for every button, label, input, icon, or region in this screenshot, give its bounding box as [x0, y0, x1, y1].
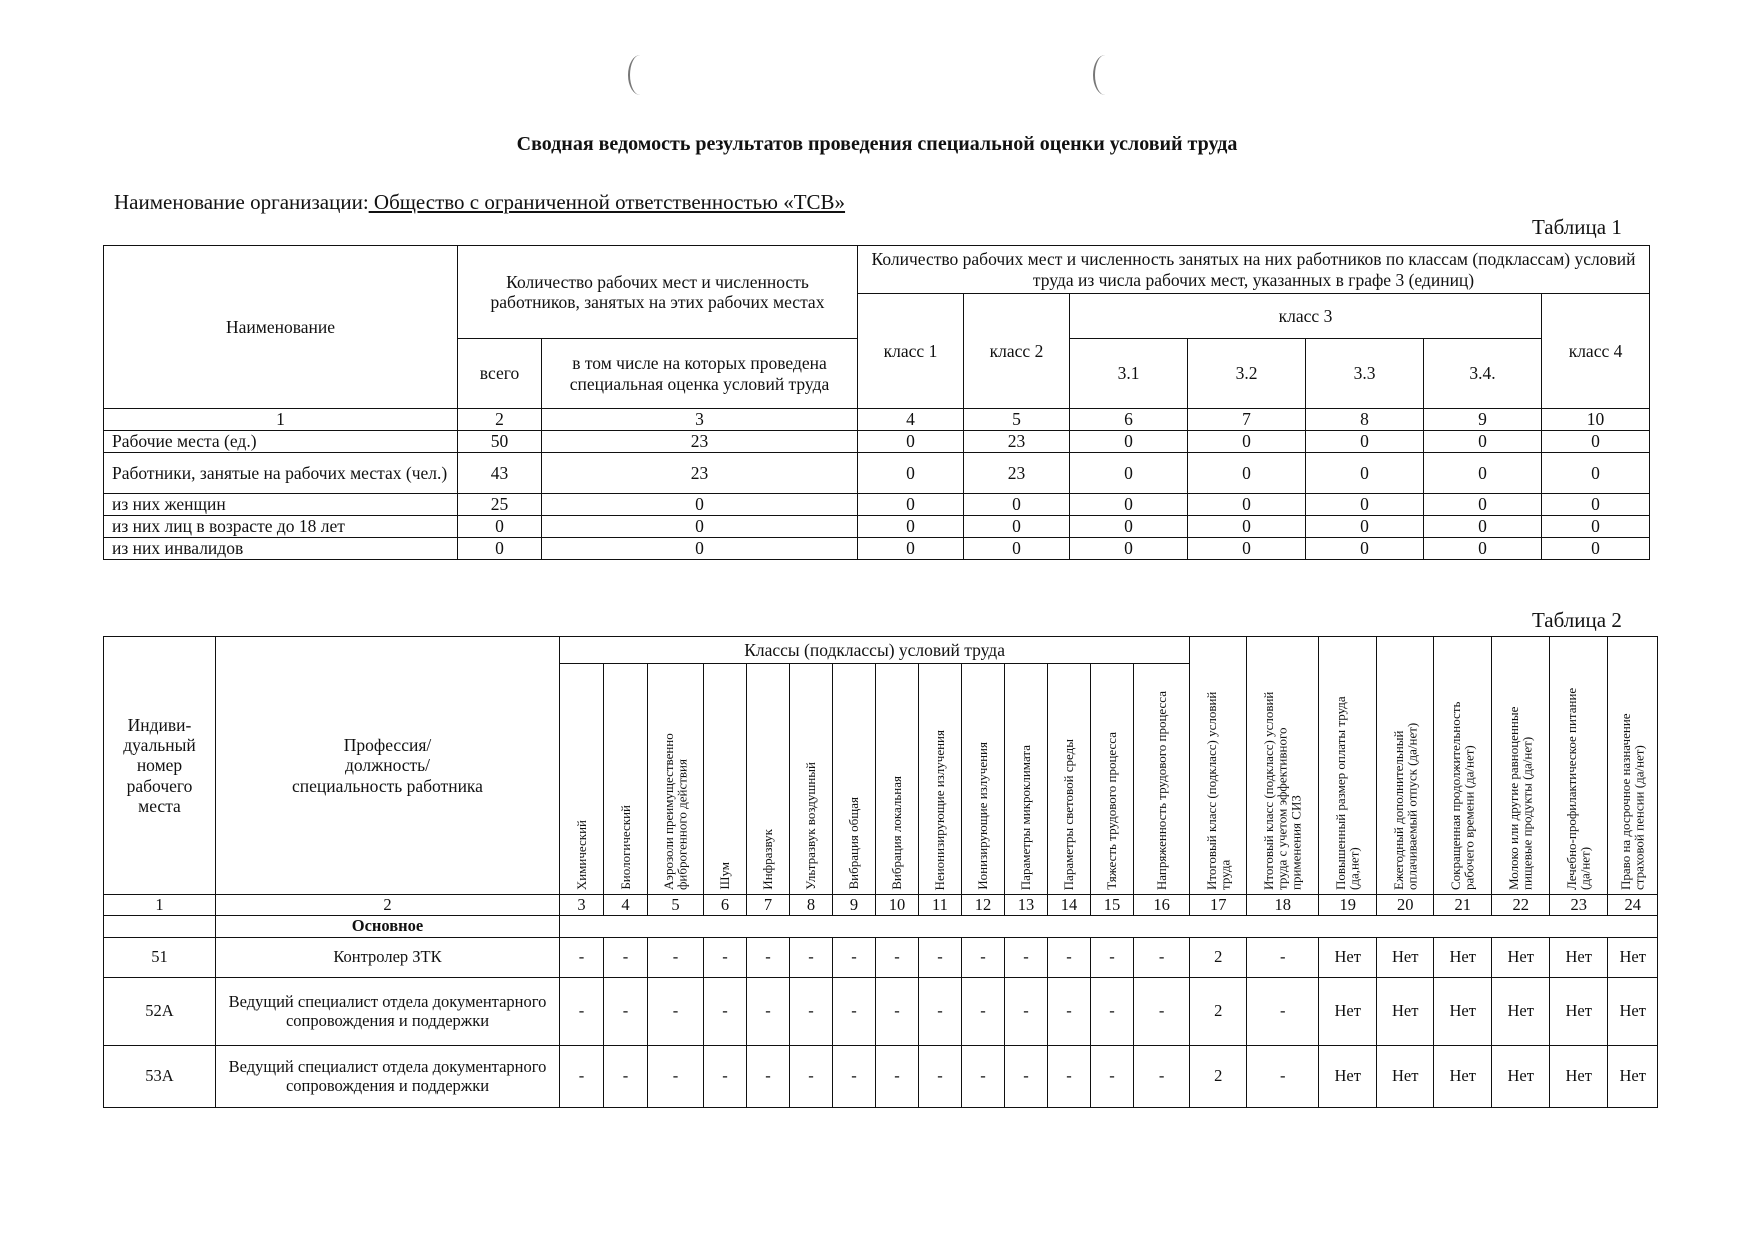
t2-colnum-21: 21: [1434, 895, 1492, 916]
t2-factor-header: [1091, 664, 1134, 895]
t1-cell: 50: [458, 431, 542, 453]
t2-cell: -: [790, 978, 833, 1046]
t1-cell: 0: [1188, 494, 1306, 516]
t1-cell: 0: [1070, 516, 1188, 538]
summary-table: [103, 245, 1650, 560]
t2-cell: -: [919, 1046, 962, 1108]
table-row: [104, 1046, 1658, 1108]
t2-cell: Нет: [1377, 938, 1434, 978]
t1-cell: 0: [964, 516, 1070, 538]
t2-factor-label: Ионизирующие излучения: [975, 742, 991, 890]
t1-header-total: всего: [458, 339, 542, 409]
t1-cell: 0: [1306, 453, 1424, 494]
organization-line: [114, 190, 845, 215]
t2-colnum-4: 4: [604, 895, 648, 916]
t2-colnum-17: 17: [1190, 895, 1247, 916]
t2-cell: -: [1134, 938, 1190, 978]
t1-cell: 0: [858, 538, 964, 560]
t2-colnum-3: 3: [560, 895, 604, 916]
t2-factor-label: Неионизирующие излучения: [932, 729, 948, 890]
t2-colnum-7: 7: [747, 895, 790, 916]
t2-cell: -: [1134, 978, 1190, 1046]
t2-body: [104, 938, 1658, 1108]
t1-row: [104, 538, 1650, 560]
scan-mark-right: [1093, 55, 1117, 95]
t1-cell: 0: [458, 538, 542, 560]
t1-cell: 0: [1070, 494, 1188, 516]
t2-cell: 2: [1190, 978, 1247, 1046]
t1-cell: 23: [964, 453, 1070, 494]
table-row: [104, 938, 1658, 978]
t1-cell: 0: [858, 494, 964, 516]
t2-cell: Нет: [1550, 1046, 1608, 1108]
t2-colnum-19: 19: [1319, 895, 1377, 916]
t2-cell: -: [962, 1046, 1005, 1108]
t1-cell: 0: [964, 538, 1070, 560]
t2-colnum-15: 15: [1091, 895, 1134, 916]
t1-cell: 0: [1070, 431, 1188, 453]
t2-cell: -: [790, 1046, 833, 1108]
t1-cell: 25: [458, 494, 542, 516]
t2-cell: Нет: [1377, 1046, 1434, 1108]
t2-cell: Нет: [1608, 938, 1658, 978]
t1-colnum-3: 3: [542, 409, 858, 431]
t1-cell: 0: [1542, 494, 1650, 516]
t1-row: [104, 453, 1650, 494]
t2-cell: -: [1005, 938, 1048, 978]
t2-colnum-6: 6: [704, 895, 747, 916]
t2-colnum-1: 1: [104, 895, 216, 916]
t2-colnum-14: 14: [1048, 895, 1091, 916]
t2-colnum-5: 5: [648, 895, 704, 916]
t2-colnum-2: 2: [216, 895, 560, 916]
t2-cell: -: [919, 938, 962, 978]
t2-factor-label: Химический: [573, 819, 589, 890]
t2-cell: Нет: [1608, 978, 1658, 1046]
t1-cell: 0: [542, 516, 858, 538]
t2-cell: -: [1091, 938, 1134, 978]
t2-cell: -: [1091, 978, 1134, 1046]
t2-cell: Нет: [1434, 938, 1492, 978]
t2-profession: Контролер ЗТК: [216, 938, 560, 978]
t2-factor-header: [560, 664, 604, 895]
t2-header-id-text: Индиви- дуальный номер рабочего места: [123, 715, 196, 816]
t2-cell: -: [1005, 978, 1048, 1046]
t1-cell: 0: [1542, 431, 1650, 453]
t2-cell: Нет: [1319, 938, 1377, 978]
t2-cell: -: [747, 978, 790, 1046]
t2-header-col-17: Итоговый класс (подкласс) условий труда: [1190, 637, 1247, 895]
t1-colnum-2: 2: [458, 409, 542, 431]
t2-section-label: Основное: [216, 916, 560, 938]
t1-header-name: Наименование: [104, 246, 458, 409]
t2-cell: -: [876, 978, 919, 1046]
t2-cell: -: [1048, 978, 1091, 1046]
t2-cell: -: [648, 978, 704, 1046]
t2-cell: -: [962, 938, 1005, 978]
t2-colnum-11: 11: [919, 895, 962, 916]
t1-cell: 0: [1070, 538, 1188, 560]
t2-factor-header: [1048, 664, 1091, 895]
t1-cell: 0: [1542, 453, 1650, 494]
t1-cell: 0: [542, 494, 858, 516]
t2-cell: Нет: [1434, 978, 1492, 1046]
t2-factor-label: Ультразвук воздушный: [803, 762, 819, 890]
t1-cell: 0: [1424, 453, 1542, 494]
t1-header-3-4: 3.4.: [1424, 339, 1542, 409]
t1-cell: 0: [458, 516, 542, 538]
t1-cell: 0: [1542, 538, 1650, 560]
t2-column-numbers: [104, 895, 1658, 916]
t2-factor-header: [604, 664, 648, 895]
t2-factor-label: Шум: [717, 862, 733, 890]
t1-cell: 23: [542, 453, 858, 494]
t2-cell: -: [1005, 1046, 1048, 1108]
t1-cell: 0: [1424, 431, 1542, 453]
t2-cell: -: [747, 938, 790, 978]
t1-cell: 0: [1424, 516, 1542, 538]
t1-cell: 0: [858, 516, 964, 538]
t2-header-profession: [216, 637, 560, 895]
t1-colnum-9: 9: [1424, 409, 1542, 431]
t2-cell: -: [790, 938, 833, 978]
t2-section-spacer: [104, 916, 216, 938]
t1-row: [104, 516, 1650, 538]
t2-cell: -: [560, 938, 604, 978]
t2-header-id: [104, 637, 216, 895]
t2-cell: -: [1247, 938, 1319, 978]
t1-header-assessed: в том числе на которых проведена специальная оценка условий труда: [542, 339, 858, 409]
t2-cell: -: [919, 978, 962, 1046]
t2-cell: -: [1247, 1046, 1319, 1108]
t2-workplace-id: 51: [104, 938, 216, 978]
t1-colnum-5: 5: [964, 409, 1070, 431]
t2-cell: -: [560, 978, 604, 1046]
t2-header-col-23: Лечебно-профилактическое питание (да/нет): [1550, 637, 1608, 895]
t1-cell: 0: [1542, 516, 1650, 538]
t2-header-col-21: Сокращенная продолжительность рабочего времени (да/нет): [1434, 637, 1492, 895]
t2-colnum-8: 8: [790, 895, 833, 916]
t1-colnum-7: 7: [1188, 409, 1306, 431]
table-row: [104, 978, 1658, 1046]
t2-cell: -: [1134, 1046, 1190, 1108]
t1-row-name: из них женщин: [104, 494, 458, 516]
t2-colnum-22: 22: [1492, 895, 1550, 916]
t2-factor-header: [962, 664, 1005, 895]
t2-cell: Нет: [1550, 938, 1608, 978]
t2-header-col-24: Право на досрочное назначение страховой пенсии (да/нет): [1608, 637, 1658, 895]
t2-cell: Нет: [1319, 1046, 1377, 1108]
t2-header-col-18: Итоговый класс (подкласс) условий труда с учетом эффективного применения СИЗ: [1247, 637, 1319, 895]
t2-cell: Нет: [1492, 1046, 1550, 1108]
document-title: Сводная ведомость результатов проведения специальной оценки условий труда: [516, 133, 1238, 155]
t2-factor-header: [790, 664, 833, 895]
t1-cell: 0: [1070, 453, 1188, 494]
t2-cell: 2: [1190, 938, 1247, 978]
t2-cell: -: [704, 978, 747, 1046]
t2-header-col-22: Молоко или другие равноценные пищевые продукты (да/нет): [1492, 637, 1550, 895]
t2-workplace-id: 53А: [104, 1046, 216, 1108]
t2-cell: Нет: [1550, 978, 1608, 1046]
t1-colnum-10: 10: [1542, 409, 1650, 431]
t1-column-numbers: [104, 409, 1650, 431]
t2-cell: Нет: [1377, 978, 1434, 1046]
t2-cell: -: [604, 938, 648, 978]
t2-colnum-23: 23: [1550, 895, 1608, 916]
t2-colnum-24: 24: [1608, 895, 1658, 916]
t2-cell: -: [604, 978, 648, 1046]
t2-cell: -: [1091, 1046, 1134, 1108]
t2-factor-label: Аэрозоли преимущественно фиброгенного действия: [660, 733, 690, 890]
t2-colnum-10: 10: [876, 895, 919, 916]
t2-factor-label: Параметры микроклимата: [1018, 744, 1034, 890]
organization-value: Общество с ограниченной ответственностью «ТСВ»: [368, 190, 846, 214]
t1-row-name: из них лиц в возрасте до 18 лет: [104, 516, 458, 538]
t2-cell: -: [833, 978, 876, 1046]
t1-cell: 0: [964, 494, 1070, 516]
t2-cell: -: [747, 1046, 790, 1108]
t1-header-class1: класс 1: [858, 294, 964, 409]
t1-cell: 0: [1424, 494, 1542, 516]
t1-cell: 0: [858, 453, 964, 494]
t2-cell: -: [833, 938, 876, 978]
t2-profession: Ведущий специалист отдела документарного сопровождения и поддержки: [216, 978, 560, 1046]
t1-cell: 0: [1188, 431, 1306, 453]
t1-cell: 23: [542, 431, 858, 453]
t2-cell: -: [648, 938, 704, 978]
t1-cell: 0: [1188, 453, 1306, 494]
t2-cell: -: [604, 1046, 648, 1108]
t2-factor-label: Напряженность трудового процесса: [1153, 690, 1169, 890]
table2-caption: Таблица 2: [1532, 608, 1622, 632]
t2-colnum-12: 12: [962, 895, 1005, 916]
t1-colnum-4: 4: [858, 409, 964, 431]
t2-cell: Нет: [1492, 978, 1550, 1046]
t2-cell: -: [560, 1046, 604, 1108]
t2-factor-header: [919, 664, 962, 895]
t2-header-profession-text: Профессия/ должность/ специальность работника: [292, 735, 483, 796]
t2-cell: -: [704, 1046, 747, 1108]
t2-factor-label: Параметры световой среды: [1061, 738, 1077, 890]
t1-header-class-group: Количество рабочих мест и численность занятых на них работников по классам (подклассам) условий труда из числа рабочих мест, указанных в графе 3 (единиц): [858, 246, 1650, 294]
t1-row: [104, 431, 1650, 453]
t1-row-name: Рабочие места (ед.): [104, 431, 458, 453]
t2-colnum-16: 16: [1134, 895, 1190, 916]
t2-header-col-20: Ежегодный дополнительный оплачиваемый отпуск (да/нет): [1377, 637, 1434, 895]
t1-header-class3: класс 3: [1070, 294, 1542, 339]
t1-cell: 0: [1424, 538, 1542, 560]
t1-cell: 0: [1306, 431, 1424, 453]
t1-cell: 23: [964, 431, 1070, 453]
t2-header-classes-group: Классы (подклассы) условий труда: [560, 637, 1190, 664]
t2-factor-header: [1005, 664, 1048, 895]
t1-cell: 43: [458, 453, 542, 494]
t2-factor-label: Тяжесть трудового процесса: [1104, 732, 1120, 890]
t1-header-3-1: 3.1: [1070, 339, 1188, 409]
t1-cell: 0: [858, 431, 964, 453]
t1-cell: 0: [1188, 516, 1306, 538]
t2-factor-header: [704, 664, 747, 895]
t2-cell: -: [704, 938, 747, 978]
organization-label: Наименование организации:: [114, 190, 369, 214]
t1-row-name: из них инвалидов: [104, 538, 458, 560]
t1-colnum-1: 1: [104, 409, 458, 431]
t2-colnum-9: 9: [833, 895, 876, 916]
t2-factor-header: [648, 664, 704, 895]
t1-header-class4: класс 4: [1542, 294, 1650, 409]
t1-header-class2: класс 2: [964, 294, 1070, 409]
t2-factor-label: Биологический: [617, 805, 633, 890]
t1-cell: 0: [1306, 494, 1424, 516]
t2-colnum-20: 20: [1377, 895, 1434, 916]
t2-colnum-18: 18: [1247, 895, 1319, 916]
t2-cell: -: [876, 1046, 919, 1108]
t2-workplace-id: 52А: [104, 978, 216, 1046]
t1-colnum-8: 8: [1306, 409, 1424, 431]
t2-cell: -: [1247, 978, 1319, 1046]
t2-cell: -: [1048, 1046, 1091, 1108]
t2-cell: -: [833, 1046, 876, 1108]
t1-body: [104, 431, 1650, 560]
t2-cell: -: [962, 978, 1005, 1046]
t2-cell: -: [876, 938, 919, 978]
t1-cell: 0: [542, 538, 858, 560]
t2-factor-label: Вибрация локальная: [889, 776, 905, 890]
t2-cell: Нет: [1492, 938, 1550, 978]
t2-cell: -: [1048, 938, 1091, 978]
t1-row: [104, 494, 1650, 516]
t2-factor-header: [876, 664, 919, 895]
t2-colnum-13: 13: [1005, 895, 1048, 916]
t2-cell: -: [648, 1046, 704, 1108]
t2-factor-header: [747, 664, 790, 895]
t2-cell: Нет: [1434, 1046, 1492, 1108]
t2-section-row: [104, 916, 1658, 938]
t2-factor-label: Инфразвук: [760, 829, 776, 890]
scan-mark-left: [628, 55, 652, 95]
table1-caption: Таблица 1: [1532, 215, 1622, 239]
t2-factor-header: [833, 664, 876, 895]
t2-factor-label: Вибрация общая: [846, 797, 862, 890]
t1-row-name: Работники, занятые на рабочих местах (чел.): [104, 453, 458, 494]
t2-factor-header: [1134, 664, 1190, 895]
t2-profession: Ведущий специалист отдела документарного сопровождения и поддержки: [216, 1046, 560, 1108]
t2-header-col-19: Повышенный размер оплаты труда (да,нет): [1319, 637, 1377, 895]
t1-header-3-2: 3.2: [1188, 339, 1306, 409]
workplace-table: [103, 636, 1658, 1108]
t1-cell: 0: [1188, 538, 1306, 560]
t2-cell: Нет: [1319, 978, 1377, 1046]
t1-header-count-group: Количество рабочих мест и численность работников, занятых на этих рабочих местах: [458, 246, 858, 339]
t2-section-filler: [560, 916, 1658, 938]
t1-header-3-3: 3.3: [1306, 339, 1424, 409]
t2-cell: 2: [1190, 1046, 1247, 1108]
t1-cell: 0: [1306, 516, 1424, 538]
t2-cell: Нет: [1608, 1046, 1658, 1108]
t1-colnum-6: 6: [1070, 409, 1188, 431]
t1-cell: 0: [1306, 538, 1424, 560]
